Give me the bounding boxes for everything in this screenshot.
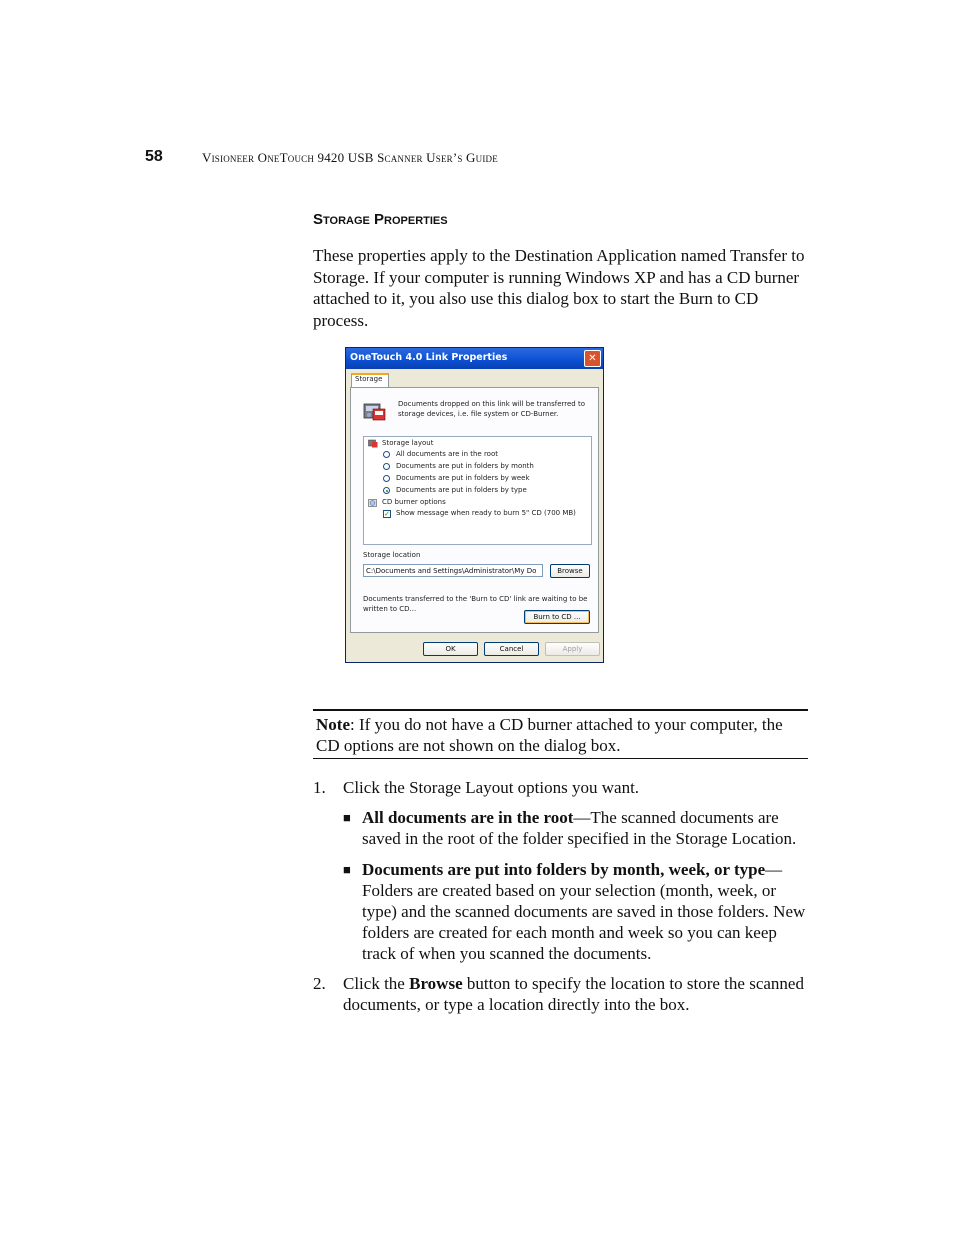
- storage-layout-tree: [363, 436, 592, 545]
- step-text: [343, 973, 808, 1015]
- guide-title: Visioneer OneTouch 9420 USB Scanner User’s Guide: [202, 150, 498, 165]
- bullet-description: —Folders are created based on your selection (month, week, or type) and the scanned documents are saved in those folders. New folders are created for each month and week so you can keep track of when you scanned the documents.: [362, 860, 806, 963]
- option-month-label: Documents are put in folders by month: [396, 462, 534, 470]
- bullet-mark: ■: [343, 810, 351, 825]
- bullet-term: Documents are put into folders by month, week, or type: [362, 860, 766, 879]
- properties-dialog: [345, 347, 604, 663]
- storage-layout-label: Storage layout: [382, 439, 434, 447]
- bullet-folders: [343, 859, 808, 967]
- storage-layout-icon: [368, 439, 378, 448]
- bullet-mark: ■: [343, 862, 351, 877]
- tab-storage[interactable]: Storage: [351, 373, 389, 387]
- step-2: [313, 973, 808, 1017]
- burn-info-text: Documents transferred to the 'Burn to CD' link are waiting to be written to CD...: [363, 595, 588, 613]
- cd-burner-icon: [368, 499, 378, 508]
- page-header: [145, 148, 498, 166]
- option-type-label: Documents are put in folders by type: [396, 486, 527, 494]
- step-number: 1.: [313, 778, 326, 797]
- bullet-text: [362, 859, 808, 964]
- section-title: Storage Properties: [313, 211, 448, 228]
- storage-app-icon: [363, 400, 387, 422]
- radio-type[interactable]: [383, 487, 390, 494]
- step-text-end: button to specify the location to store the scanned documents, or type a location directly into the box.: [343, 974, 804, 1014]
- browse-button[interactable]: Browse: [550, 564, 590, 578]
- apply-button[interactable]: Apply: [545, 642, 600, 656]
- bullet-root: [343, 807, 808, 851]
- step-number: 2.: [313, 974, 326, 993]
- step-1: [313, 777, 808, 799]
- page-number: 58: [145, 148, 163, 165]
- intro-paragraph: These properties apply to the Destination Application named Transfer to Storage. If your computer is running Windows XP and has a CD burner attached to it, you also use this dialog box to start the Burn to CD process.: [313, 246, 805, 330]
- bullet-text: [362, 807, 808, 849]
- bullet-description: —The scanned documents are saved in the root of the folder specified in the Storage Location.: [362, 808, 797, 848]
- dialog-description: Documents dropped on this link will be transferred to storage devices, i.e. file system or CD-Burner.: [398, 400, 586, 418]
- option-week-label: Documents are put in folders by week: [396, 474, 530, 482]
- browse-term: Browse: [409, 974, 463, 993]
- close-icon[interactable]: ✕: [584, 350, 601, 367]
- storage-location-input[interactable]: C:\Documents and Settings\Administrator\My Do: [363, 564, 543, 577]
- dialog-titlebar: [346, 348, 603, 369]
- show-message-label: Show message when ready to burn 5" CD (700 MB): [396, 509, 576, 517]
- note-text: [316, 714, 806, 756]
- cancel-button[interactable]: Cancel: [484, 642, 539, 656]
- radio-week[interactable]: [383, 475, 390, 482]
- radio-root[interactable]: [383, 451, 390, 458]
- dialog-title: OneTouch 4.0 Link Properties: [350, 352, 508, 363]
- note-label: Note: [316, 715, 350, 734]
- bullet-term: All documents are in the root: [362, 808, 574, 827]
- note-box: [313, 709, 808, 759]
- show-message-checkbox[interactable]: ✓: [384, 510, 390, 518]
- radio-month[interactable]: [383, 463, 390, 470]
- note-body: : If you do not have a CD burner attached to your computer, the CD options are not shown on the dialog box.: [316, 715, 783, 755]
- storage-location-label: Storage location: [363, 551, 421, 559]
- option-root-label: All documents are in the root: [396, 450, 498, 458]
- burn-to-cd-button[interactable]: Burn to CD ...: [524, 610, 590, 624]
- step-text: Click the Storage Layout options you want.: [343, 778, 640, 797]
- cd-options-label: CD burner options: [382, 498, 446, 506]
- storage-tab-panel: [350, 387, 599, 633]
- step-text-start: Click the: [343, 974, 410, 993]
- ok-button[interactable]: OK: [423, 642, 478, 656]
